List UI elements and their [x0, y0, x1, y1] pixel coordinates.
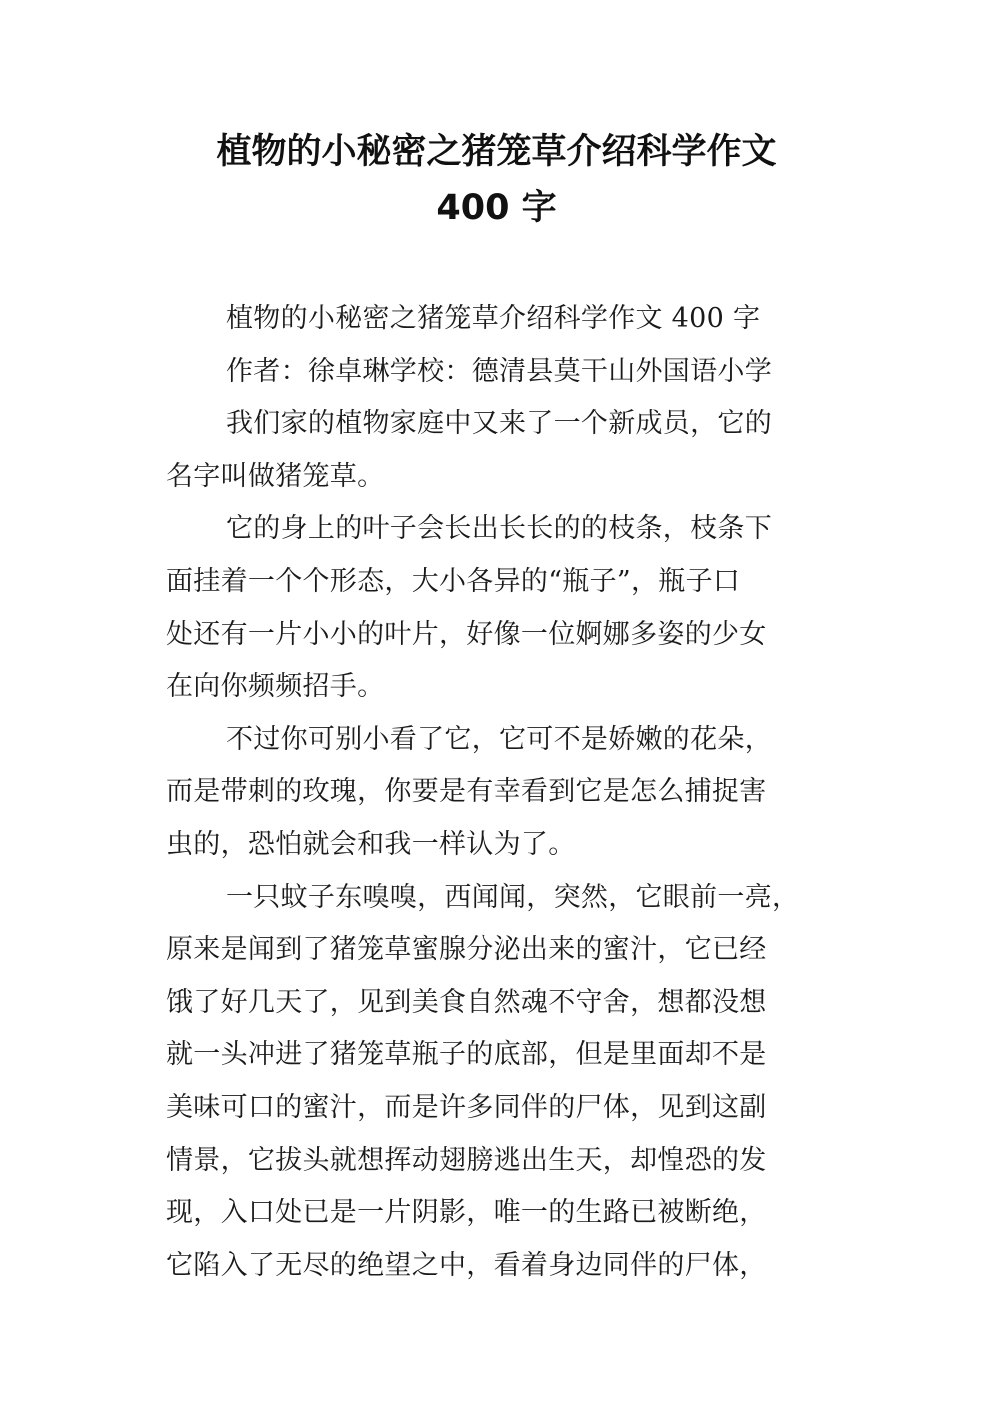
- text-line: 一只蚊子东嗅嗅，西闻闻，突然，它眼前一亮，: [226, 881, 800, 913]
- text-line: 名字叫做猪笼草。: [166, 460, 385, 492]
- title-line-2: 400 字: [436, 188, 557, 228]
- text-line: 它的身上的叶子会长出长长的的枝条，枝条下: [226, 513, 772, 545]
- title-line-1: 植物的小秘密之猪笼草介绍科学作文: [216, 132, 777, 172]
- text-line: 在向你频频招手。: [166, 671, 385, 703]
- text-line: 我们家的植物家庭中又来了一个新成员，它的: [226, 408, 772, 440]
- text-line: 饿了好几天了，见到美食自然魂不守舍，想都没想: [166, 986, 767, 1018]
- text-line: 虫的，恐怕就会和我一样认为了。: [166, 828, 576, 860]
- document-body: [166, 293, 836, 1292]
- text-line: 它陷入了无尽的绝望之中，看着身边同伴的尸体，: [166, 1249, 767, 1281]
- text-line: 就一头冲进了猪笼草瓶子的底部，但是里面却不是: [166, 1039, 767, 1071]
- text-line: 原来是闻到了猪笼草蜜腺分泌出来的蜜汁，它已经: [166, 934, 767, 966]
- text-line: 面挂着一个个形态，大小各异的“瓶子”，瓶子口: [166, 565, 741, 597]
- text-line: 不过你可别小看了它，它可不是娇嫩的花朵，: [226, 723, 772, 755]
- text-line: 植物的小秘密之猪笼草介绍科学作文 400 字: [226, 303, 761, 334]
- document-title: [120, 124, 873, 236]
- text-line: 现，入口处已是一片阴影，唯一的生路已被断绝，: [166, 1197, 767, 1229]
- text-line: 而是带刺的玫瑰，你要是有幸看到它是怎么捕捉害: [166, 776, 767, 808]
- text-line: 作者：徐卓琳学校：德清县莫干山外国语小学: [226, 355, 772, 387]
- text-line: 美味可口的蜜汁，而是许多同伴的尸体，见到这副: [166, 1091, 767, 1123]
- text-line: 情景，它拔头就想挥动翅膀逃出生天，却惶恐的发: [166, 1144, 767, 1176]
- text-line: 处还有一片小小的叶片，好像一位婀娜多姿的少女: [166, 618, 767, 650]
